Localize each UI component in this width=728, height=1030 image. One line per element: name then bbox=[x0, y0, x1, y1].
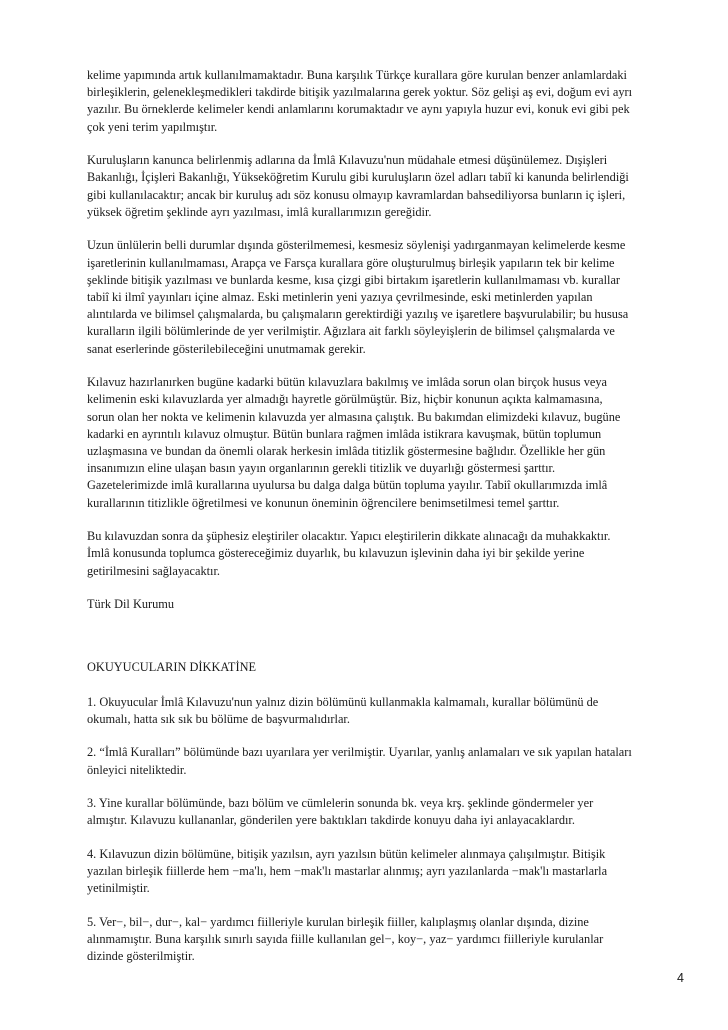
paragraph: Bu kılavuzdan sonra da şüphesiz eleştiriler olacaktır. Yapıcı eleştirilerin dikkate alınacağı da muhakkaktır. İmlâ konusunda toplumca göstereceğimiz duyarlık, bu kılavuzun işlevinin daha iyi bir şekilde yerine getirilmesini sağlayacaktır. bbox=[87, 529, 611, 578]
note-item: 1. Okuyucular İmlâ Kılavuzu'nun yalnız dizin bölümünü kullanmakla kalmamalı, kurallar bölümünü de okumalı, hatta sık sık bu bölüme de başvurmalıdırlar. bbox=[87, 694, 599, 726]
section-heading: OKUYUCULARIN DİKKATİNE bbox=[87, 660, 257, 675]
paragraph: Uzun ünlülerin belli durumlar dışında gösterilmemesi, kesmesiz söylenişi yadırganmayan kelimelerde kesme işaretlerinin kullanılmaması, Arapça ve Farsça kurallara göre oluşturulmuş birleşik yapıların tek bir kelime şeklinde bitişik yazılması ve bunlarda kesme, kısa çizgi gibi birtakım işaretlerin kullanılmaması vb. kurallar tabiî ki ilmî yayınları içine almaz. Eski metinlerin yeni yazıya çevrilmesinde, eski metinlerden yapılan alıntılarda ve bilimsel çalışmalarda, bu çalışmaların gerektirdiği yazılış ve işaretlere başvurulabilir; bu hususa kuralların ilgili bölümlerinde de yer verilmiştir. Ağızlara ait farklı söyleyişlerin de bilimsel çalışmalarda ve sanat eserlerinde gösterilebileceğini unutmamak gerekir. bbox=[87, 238, 629, 356]
note-item: 2. “İmlâ Kuralları” bölümünde bazı uyarılara yer verilmiştir. Uyarılar, yanlış anlamaları ve sık yapılan hataları önleyici niteliktedir. bbox=[87, 745, 632, 777]
page-body bbox=[87, 67, 689, 982]
paragraph: kelime yapımında artık kullanılmamaktadır. Buna karşılık Türkçe kurallara göre kurulan benzer anlamlardaki birleşiklerin, gelenekleşmedikleri takdirde bitişik yazılmalarına gerek yoktur. Söz gelişi aş evi, doğum evi ayrı yazılır. Bu örneklerde kelimeler kendi anlamlarını korumaktadır ve aynı yapıyla huzur evi, konuk evi gibi pek çok yeni terim yapılmıştır. bbox=[87, 68, 633, 134]
note-item: 3. Yine kurallar bölümünde, bazı bölüm ve cümlelerin sonunda bk. veya krş. şeklinde göndermeler yer almıştır. Kılavuzu kullananlar, gönderilen yere baktıkları takdirde konuyu daha iyi anlayacaklardır. bbox=[87, 796, 594, 828]
paragraph: Kılavuz hazırlanırken bugüne kadarki bütün kılavuzlara bakılmış ve imlâda sorun olan birçok husus veya kelimenin eski kılavuzlarda yer almadığı hayretle görülmüştür. Biz, hiçbir konunun açıkta kalmamasına, sorun olan her nokta ve kelimenin kılavuzda yer almasına çalıştık. Bu bakımdan elimizdeki kılavuz, bugüne kadarki en ayrıntılı kılavuz olmuştur. Bütün bunlara rağmen imlâda istikrara kavuşmak, bütün toplumun uzlaşmasına ve bundan da önemli olarak herkesin imlâda titizlik göstermesine bağlıdır. Özellikle her gün insanımızın eline ulaşan basın yayın organlarının gerekli titizlik ve duyarlığı göstermesi şarttır. Gazetelerimizde imlâ kurallarına uyulursa bu dalga dalga bütün topluma yayılır. Tabiî okullarımızda imlâ kurallarının titizlikle öğretilmesi ve konunun öneminin öğrencilere benimsetilmesi temel şarttır. bbox=[87, 375, 621, 510]
paragraph: Kuruluşların kanunca belirlenmiş adlarına da İmlâ Kılavuzu'nun müdahale etmesi düşünülemez. Dışişleri Bakanlığı, İçişleri Bakanlığı, Yükseköğretim Kurulu gibi kuruluşların özel adları tabiî ki kanunda belirlendiği gibi kullanılacaktır; ancak bir kuruluş adı söz konusu olmayıp kavramlardan bahsediliyorsa bunların iç işleri, yüksek öğretim şeklinde ayrı yazılması, imlâ kurallarımızın gereğidir. bbox=[87, 153, 629, 219]
signature: Türk Dil Kurumu bbox=[87, 597, 175, 612]
page-number: 4 bbox=[677, 971, 684, 985]
note-item: 4. Kılavuzun dizin bölümüne, bitişik yazılsın, ayrı yazılsın bütün kelimeler alınmaya çalışılmıştır. Bitişik yazılan birleşik fiillerde hem −ma'lı, hem −mak'lı mastarlar alınmış; ayrı yazılanlarda −mak'lı mastarlarla yetinilmiştir. bbox=[87, 847, 608, 896]
note-item: 5. Ver−, bil−, dur−, kal− yardımcı fiilleriyle kurulan birleşik fiiller, kalıplaşmış olanlar dışında, dizine alınmamıştır. Buna karşılık sınırlı sayıda fiille kullanılan gel−, koy−, yaz− yardımcı fiilleriyle kurulanlar dizinde gösterilmiştir. bbox=[87, 915, 604, 964]
